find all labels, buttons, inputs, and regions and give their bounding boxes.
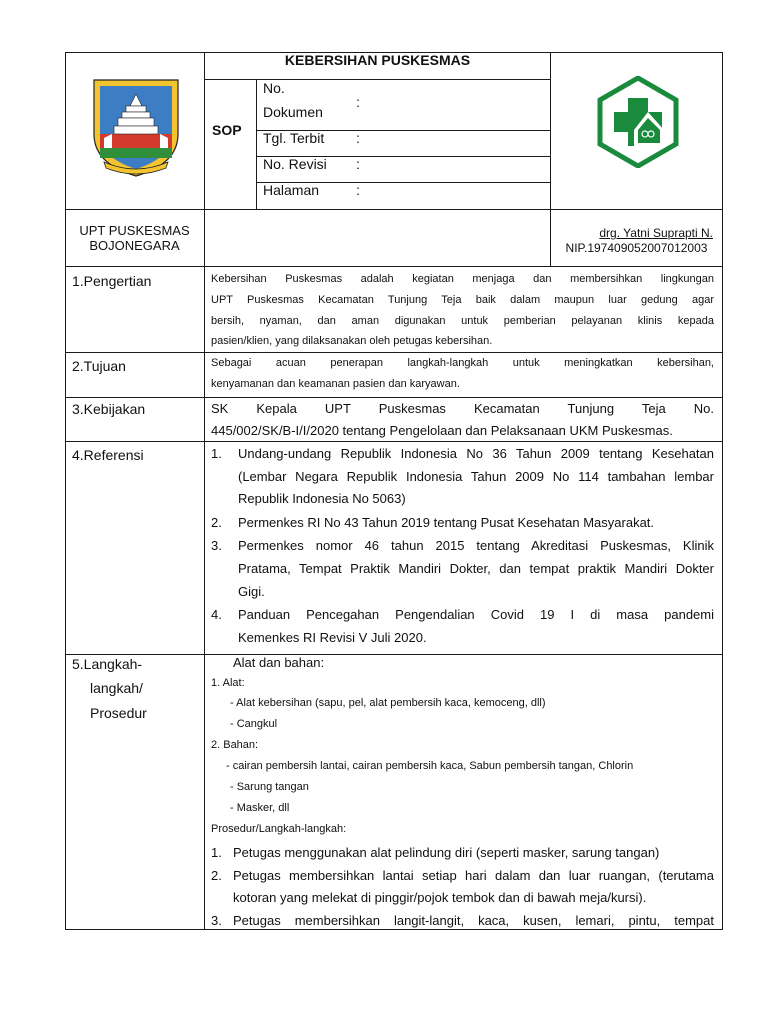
referensi-number: 1. xyxy=(211,446,222,461)
tujuan-line: Sebagai acuan penerapan langkah-langkah untuk meningkatkan kebersihan, xyxy=(211,357,714,369)
pengertian-line: pasien/klien, yang dilaksanakan oleh petugas kebersihan. xyxy=(211,335,493,347)
section-label-pengertian: 1.Pengertian xyxy=(72,273,152,289)
step-number: 3. xyxy=(211,913,222,928)
referensi-number: 4. xyxy=(211,607,222,622)
field-dokumen-label: Dokumen xyxy=(263,104,323,120)
tujuan-line: kenyamanan dan keamanan pasien dan karyawan. xyxy=(211,378,460,390)
org-name-line1: UPT PUSKESMAS xyxy=(79,223,190,238)
field-tgl-terbit-label: Tgl. Terbit xyxy=(263,130,325,146)
referensi-line: Undang-undang Republik Indonesia No 36 Tahun 2009 tentang Kesehatan xyxy=(238,446,714,461)
pengertian-line: Kebersihan Puskesmas adalah kegiatan menjaga dan membersihkan lingkungan xyxy=(211,273,714,285)
section-label-referensi: 4.Referensi xyxy=(72,447,144,463)
step-line: Petugas membersihkan langit-langit, kaca, kusen, lemari, pintu, tempat xyxy=(233,913,714,928)
referensi-line: Gigi. xyxy=(238,584,265,599)
referensi-number: 2. xyxy=(211,515,222,530)
signatory-nip: NIP.197409052007012003 xyxy=(565,241,708,255)
alat-item: - Cangkul xyxy=(230,718,278,730)
step-number: 1. xyxy=(211,845,222,860)
pengertian-line: bersih, nyaman, dan aman digunakan untuk pemberian pelayanan klinis kepada xyxy=(211,315,714,327)
referensi-line: Permenkes nomor 46 tahun 2015 tentang Akreditasi Puskesmas, Klinik xyxy=(238,538,714,553)
bahan-title: 2. Bahan: xyxy=(211,739,259,751)
bahan-item: - Masker, dll xyxy=(230,802,290,814)
field-dokumen-value: : xyxy=(356,94,360,110)
referensi-line: Pratama, Tempat Praktik Mandiri Dokter, dan tempat praktik Mandiri Dokter xyxy=(238,561,714,576)
step-line: Petugas membersihkan lantai setiap hari dalam dan luar ruangan, (terutama xyxy=(233,868,714,883)
referensi-line: Republik Indonesia No 5063) xyxy=(238,491,406,506)
bahan-item: - Sarung tangan xyxy=(230,781,309,793)
alat-bahan-heading: Alat dan bahan: xyxy=(233,655,325,670)
referensi-line: Panduan Pencegahan Pengendalian Covid 19 I di masa pandemi xyxy=(238,607,714,622)
regional-emblem-logo xyxy=(90,76,182,178)
field-no-revisi-label: No. Revisi xyxy=(263,156,327,172)
alat-item: - Alat kebersihan (sapu, pel, alat pembersih kaca, kemoceng, dll) xyxy=(230,697,546,709)
shield-crest-icon xyxy=(90,76,182,178)
section-label-langkah: 5.Langkah- xyxy=(72,656,143,672)
section-label-langkah: langkah/ xyxy=(90,680,143,696)
kebijakan-line: 445/002/SK/B-I/I/2020 tentang Pengelolaan dan Pelaksanaan UKM Puskesmas. xyxy=(211,423,673,438)
section-label-tujuan: 2.Tujuan xyxy=(72,358,126,374)
sop-label: SOP xyxy=(212,122,242,138)
section-label-langkah: Prosedur xyxy=(90,705,147,721)
signatory-name: drg. Yatni Suprapti N. xyxy=(599,226,713,240)
section-label-kebijakan: 3.Kebijakan xyxy=(72,401,146,417)
step-number: 2. xyxy=(211,868,222,883)
field-tgl-terbit-value: : xyxy=(356,130,360,146)
referensi-line: Permenkes RI No 43 Tahun 2019 tentang Pusat Kesehatan Masyarakat. xyxy=(238,515,655,530)
kebijakan-line: SK Kepala UPT Puskesmas Kecamatan Tunjung Teja No. xyxy=(211,401,714,416)
alat-title: 1. Alat: xyxy=(211,677,245,689)
field-no-revisi-value: : xyxy=(356,156,360,172)
field-halaman-label: Halaman xyxy=(263,182,320,198)
prosedur-title: Prosedur/Langkah-langkah: xyxy=(211,823,347,835)
document-title: KEBERSIHAN PUSKESMAS xyxy=(284,52,471,68)
bahan-item: - cairan pembersih lantai, cairan pembersih kaca, Sabun pembersih tangan, Chlorin xyxy=(226,760,634,772)
step-line: Petugas menggunakan alat pelindung diri (seperti masker, sarung tangan) xyxy=(233,845,660,860)
pengertian-line: UPT Puskesmas Kecamatan Tunjung Teja baik dalam maupun luar gedung agar xyxy=(211,294,714,306)
health-cross-icon xyxy=(592,76,684,168)
step-line: kotoran yang melekat di pinggir/pojok tembok dan di bawah meja/kursi). xyxy=(233,890,647,905)
field-no-label: No. xyxy=(263,80,285,96)
field-halaman-value: : xyxy=(356,182,360,198)
referensi-line: Kemenkes RI Revisi V Juli 2020. xyxy=(238,630,427,645)
referensi-line: (Lembar Negara Republik Indonesia Tahun 2009 No 114 tambahan lembar xyxy=(238,469,714,484)
org-name-line2: BOJONEGARA xyxy=(89,238,180,253)
referensi-number: 3. xyxy=(211,538,222,553)
puskesmas-logo xyxy=(592,76,684,168)
